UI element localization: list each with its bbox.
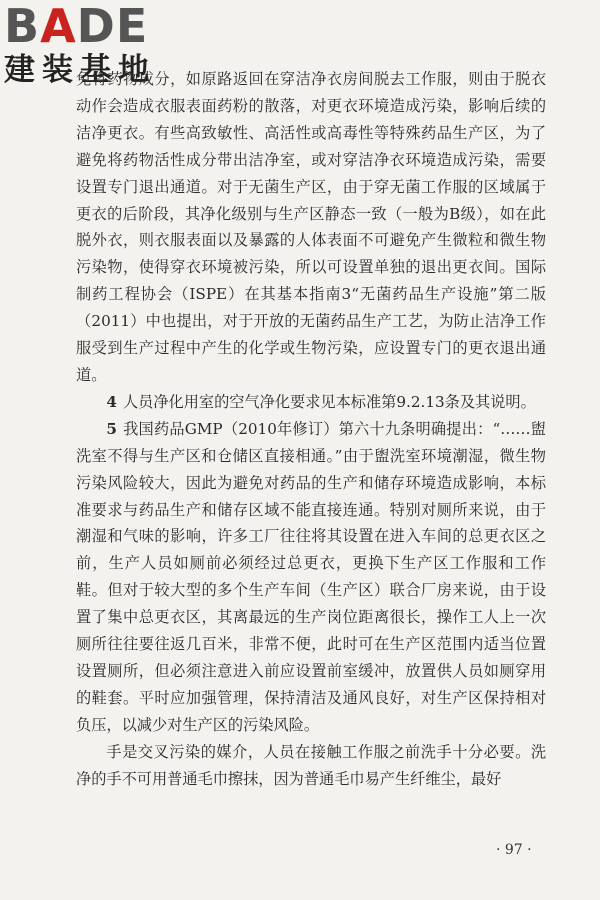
paragraph-continued — [76, 66, 546, 389]
page-number: · 97 · — [496, 842, 532, 858]
paragraph-text: 手是交叉污染的媒介，人员在接触工作服之前洗手十分必要。洗净的手不可用普通毛巾擦抹，因为普通毛巾易产生纤维尘，最好 — [76, 742, 546, 788]
paragraph-text: 我国药品GMP（2010年修订）第六十九条明确提出：“……盥洗室不得与生产区和仓储区直接相通。”由于盥洗室环境潮湿，微生物污染风险较大，因此为避免对药品的生产和储存环境造成影响，本标准要求与药品生产和储存区域不能直接连通。特别对厕所来说，由于潮湿和气味的影响，许多工厂往往将其设置在进入车间的总更衣区之前，生产人员如厕前必须经过总更衣，更换下生产区工作服和工作鞋。但对于较大型的多个生产车间（生产区）联合厂房来说，由于设置了集中总更衣区，其离最远的生产岗位距离很长，操作工人上一次厕所往往要往返几百米，非常不便，此时可在生产区范围内适当位置设置厕所，但必须注意进入前应设置前室缓冲，放置供人员如厕穿用的鞋套。平时应加强管理，保持清洁及通风良好，对生产区保持相对负压，以减少对生产区的污染风险。 — [76, 419, 546, 734]
paragraph-text: 免将药物成分，如原路返回在穿洁净衣房间脱去工作服，则由于脱衣动作会造成衣服表面药粉的散落，对更衣环境造成污染，影响后续的洁净更衣。有些高致敏性、高活性或高毒性等特殊药品生产区，为了避免将药物活性成分带出洁净室，或对穿洁净衣环境造成污染，需要设置专门退出通道。对于无菌生产区，由于穿无菌工作服的区域属于更衣的后阶段，其净化级别与生产区静态一致（一般为B级），如在此脱外衣，则衣服表面以及暴露的人体表面不可避免产生微粒和微生物污染物，使得穿衣环境被污染，所以可设置单独的退出更衣间。国际制药工程协会（ISPE）在其基本指南3“无菌药品生产设施”第二版（2011）中也提出，对于开放的无菌药品生产工艺，为防止洁净工作服受到生产过程中产生的化学或生物污染，应设置专门的更衣退出通道。 — [76, 70, 546, 384]
paragraph-number: 4 — [106, 392, 117, 411]
logo-chinese-name: 建装基地 — [4, 52, 156, 88]
paragraph-handwash — [76, 739, 546, 793]
paragraph-text: 人员净化用室的空气净化要求见本标准第9.2.13条及其说明。 — [122, 392, 536, 411]
document-body — [76, 66, 546, 792]
logo-wordmark — [4, 0, 149, 53]
logo-letter-a: A — [40, 0, 77, 53]
paragraph-item-5 — [76, 416, 546, 739]
logo-letter-b: B — [4, 0, 41, 53]
paragraph-item-4 — [76, 389, 546, 416]
logo-letters-de: DE — [76, 0, 149, 53]
paragraph-number: 5 — [106, 419, 117, 438]
